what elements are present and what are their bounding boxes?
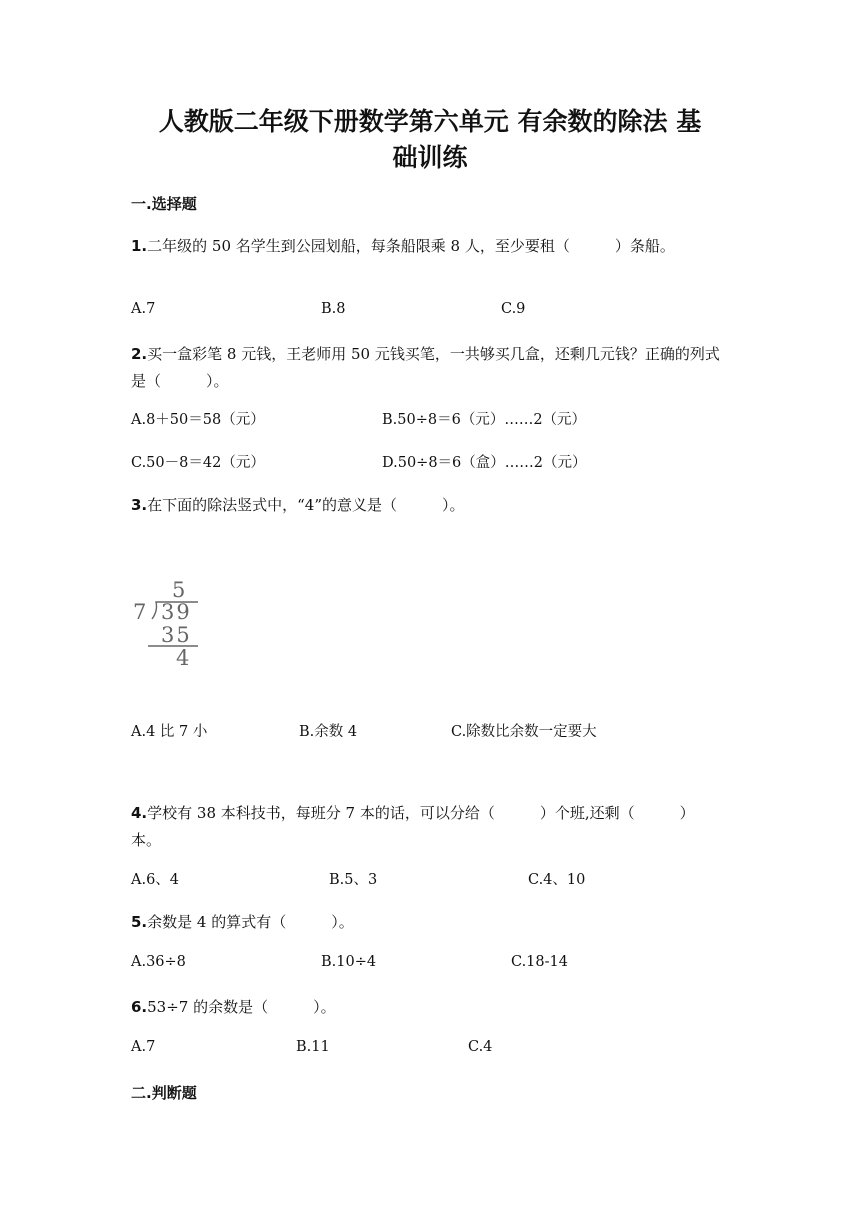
option-a[interactable]: A.7 [131,301,156,317]
question-4-options [131,868,751,890]
division-divisor: 7 [133,600,147,624]
option-b[interactable]: B.余数 4 [299,724,358,740]
title-line-2: 础训练 [392,143,468,172]
question-6 [131,994,731,1021]
question-3 [131,492,731,519]
question-1 [131,233,731,260]
question-number: 6. [131,998,148,1016]
option-b[interactable]: B.11 [296,1039,330,1055]
division-dividend: 39 [161,600,192,624]
option-b[interactable]: B.10÷4 [321,954,377,970]
question-text: 余数是 4 的算式有（ ）。 [147,913,354,931]
question-text: 二年级的 50 名学生到公园划船，每条船限乘 8 人，至少要租（ ）条船。 [147,237,675,255]
question-text: 学校有 38 本科技书，每班分 7 本的话，可以分给（ ）个班,还剩（ ）本。 [131,804,688,849]
question-5 [131,909,731,936]
question-2-options-row2 [131,451,751,473]
option-a[interactable]: A.7 [131,1039,156,1055]
long-division-figure [128,575,208,675]
question-2-options-row1 [131,408,751,430]
option-a[interactable]: A.36÷8 [131,954,186,970]
section-heading-choice: 一.选择题 [131,195,197,213]
question-4 [131,800,691,854]
option-b[interactable]: B.8 [321,301,346,317]
page-title [130,104,730,176]
question-text: 在下面的除法竖式中，“4”的意义是（ ）。 [147,496,465,514]
question-5-options [131,954,751,976]
question-number: 5. [131,913,148,931]
option-b[interactable]: B.5、3 [329,872,378,888]
option-c[interactable]: C.18-14 [511,954,568,970]
question-number: 1. [131,237,148,255]
division-product: 35 [161,623,192,647]
option-c[interactable]: C.除数比余数一定要大 [451,724,597,740]
question-number: 4. [131,804,148,822]
question-number: 2. [131,345,148,363]
division-remainder: 4 [176,646,190,670]
division-quotient: 5 [172,578,186,602]
option-c[interactable]: C.9 [501,301,526,317]
option-c[interactable]: C.4 [468,1039,493,1055]
option-c[interactable]: C.50－8＝42（元） [131,455,265,471]
question-text: 买一盒彩笔 8 元钱，王老师用 50 元钱买笔，一共够买几盒，还剩几元钱？正确的列式是（ ）。 [131,345,720,390]
question-3-options [131,720,751,742]
question-1-options [131,301,751,323]
section-heading-judgment: 二.判断题 [131,1084,197,1102]
option-b[interactable]: B.50÷8＝6（元）……2（元） [382,412,587,428]
option-a[interactable]: A.8＋50＝58（元） [131,412,265,428]
title-line-1: 人教版二年级下册数学第六单元 有余数的除法 基 [158,107,702,136]
question-6-options [131,1039,751,1061]
option-d[interactable]: D.50÷8＝6（盒）……2（元） [382,455,587,471]
question-2 [131,341,731,395]
option-c[interactable]: C.4、10 [528,872,586,888]
option-a[interactable]: A.4 比 7 小 [131,724,208,740]
option-a[interactable]: A.6、4 [131,872,180,888]
question-number: 3. [131,496,148,514]
question-text: 53÷7 的余数是（ ）。 [147,998,336,1016]
